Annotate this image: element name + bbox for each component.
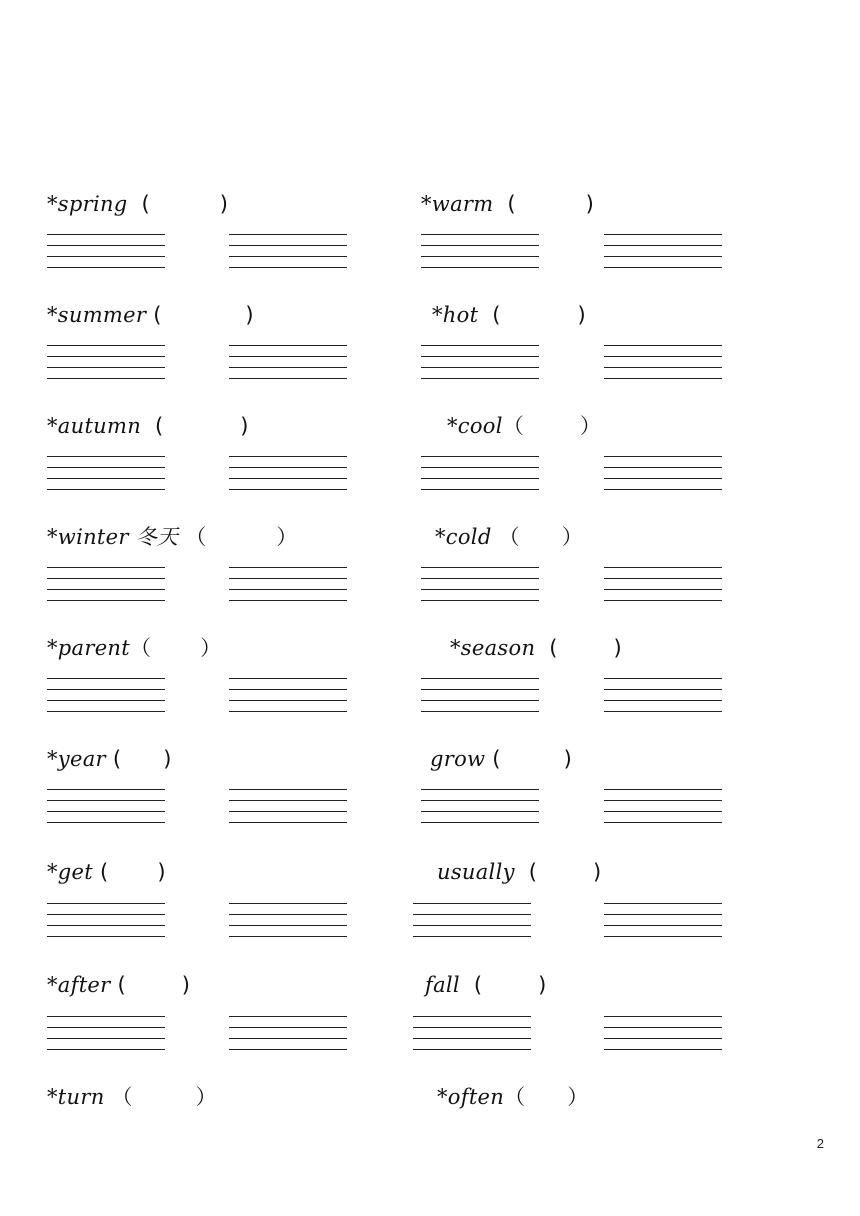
guide-line [229,1016,347,1017]
guide-line [229,811,347,812]
guide-line [604,256,722,257]
guide-line [229,367,347,368]
writing-lines [604,234,722,270]
guide-line [47,903,165,904]
guide-line [604,589,722,590]
guide-line [47,711,165,712]
word-hot: *hot ( ) [432,303,586,327]
guide-line [604,478,722,479]
guide-line [604,356,722,357]
guide-line [604,903,722,904]
guide-line [229,356,347,357]
guide-line [229,456,347,457]
guide-line [47,936,165,937]
guide-line [229,678,347,679]
guide-line [421,800,539,801]
guide-line [47,822,165,823]
guide-line [47,467,165,468]
guide-line [604,578,722,579]
word-season: *season ( ) [450,636,623,660]
guide-line [604,367,722,368]
writing-lines [47,234,165,270]
guide-line [421,378,539,379]
guide-line [604,700,722,701]
guide-line [421,567,539,568]
guide-line [604,925,722,926]
writing-lines [604,1016,722,1052]
word-autumn: *autumn ( ) [47,414,249,438]
guide-line [229,700,347,701]
guide-line [604,1027,722,1028]
guide-line [604,267,722,268]
guide-line [47,478,165,479]
writing-lines [604,456,722,492]
guide-line [421,789,539,790]
guide-line [604,567,722,568]
guide-line [229,578,347,579]
guide-line [413,1027,531,1028]
guide-line [421,367,539,368]
guide-line [47,489,165,490]
writing-lines [604,789,722,825]
guide-line [229,256,347,257]
writing-lines [229,345,347,381]
writing-lines [421,345,539,381]
guide-line [229,467,347,468]
guide-line [47,456,165,457]
guide-line [229,800,347,801]
guide-line [421,234,539,235]
writing-lines [229,456,347,492]
guide-line [413,1038,531,1039]
word-often: *often（ ） [437,1085,589,1109]
guide-line [413,914,531,915]
writing-lines [421,567,539,603]
guide-line [229,711,347,712]
guide-line [421,467,539,468]
guide-line [229,789,347,790]
guide-line [47,925,165,926]
writing-lines [47,345,165,381]
guide-line [47,1016,165,1017]
guide-line [47,700,165,701]
guide-line [47,378,165,379]
word-spring: *spring ( ) [47,192,229,216]
writing-lines [604,345,722,381]
guide-line [604,1016,722,1017]
guide-line [604,467,722,468]
guide-line [421,578,539,579]
guide-line [421,689,539,690]
word-cool: *cool（ ） [447,414,602,438]
guide-line [229,903,347,904]
word-cold: *cold （ ） [435,525,584,549]
guide-line [47,800,165,801]
guide-line [604,689,722,690]
guide-line [229,914,347,915]
writing-lines [229,1016,347,1052]
guide-line [229,925,347,926]
word-grow: grow ( ) [430,747,573,771]
guide-line [47,600,165,601]
guide-line [604,789,722,790]
guide-line [229,267,347,268]
guide-line [47,678,165,679]
guide-line [229,589,347,590]
writing-lines [47,789,165,825]
guide-line [604,711,722,712]
guide-line [47,914,165,915]
guide-line [47,356,165,357]
guide-line [421,345,539,346]
guide-line [604,1049,722,1050]
writing-lines [421,234,539,270]
guide-line [47,256,165,257]
writing-lines [47,903,165,939]
guide-line [229,478,347,479]
word-winter: *winter 冬天 （ ） [47,525,298,549]
guide-line [421,256,539,257]
guide-line [604,456,722,457]
guide-line [47,1049,165,1050]
guide-line [47,345,165,346]
guide-line [229,822,347,823]
writing-lines [47,678,165,714]
guide-line [229,345,347,346]
writing-lines [229,567,347,603]
guide-line [47,1027,165,1028]
guide-line [47,589,165,590]
guide-line [604,1038,722,1039]
writing-lines [229,789,347,825]
guide-line [47,578,165,579]
writing-lines [229,903,347,939]
writing-lines [413,1016,531,1052]
guide-line [229,600,347,601]
writing-lines [229,678,347,714]
guide-line [421,822,539,823]
word-after: *after ( ) [47,973,191,997]
guide-line [229,489,347,490]
guide-line [229,245,347,246]
guide-line [604,378,722,379]
writing-lines [421,789,539,825]
guide-line [47,1038,165,1039]
word-turn: *turn （ ） [47,1085,217,1109]
guide-line [421,478,539,479]
writing-lines [421,678,539,714]
word-fall: fall ( ) [425,973,547,997]
guide-line [604,914,722,915]
word-parent: *parent（ ） [47,636,222,660]
page-number: 2 [816,1136,824,1151]
guide-line [47,245,165,246]
guide-line [604,489,722,490]
guide-line [421,589,539,590]
guide-line [604,245,722,246]
guide-line [413,1016,531,1017]
guide-line [229,689,347,690]
writing-lines [229,234,347,270]
word-warm: *warm ( ) [421,192,595,216]
writing-lines [421,456,539,492]
guide-line [47,689,165,690]
guide-line [604,800,722,801]
guide-line [604,345,722,346]
guide-line [421,600,539,601]
writing-lines [604,567,722,603]
writing-lines [604,678,722,714]
guide-line [229,567,347,568]
guide-line [604,811,722,812]
word-get: *get ( ) [47,860,166,884]
guide-line [421,267,539,268]
guide-line [604,234,722,235]
guide-line [604,678,722,679]
guide-line [421,711,539,712]
guide-line [421,456,539,457]
guide-line [413,936,531,937]
guide-line [604,822,722,823]
guide-line [413,925,531,926]
guide-line [604,600,722,601]
guide-line [47,267,165,268]
guide-line [47,234,165,235]
guide-line [229,378,347,379]
word-usually: usually ( ) [437,860,602,884]
guide-line [229,1038,347,1039]
guide-line [604,936,722,937]
guide-line [229,1027,347,1028]
guide-line [229,1049,347,1050]
guide-line [421,678,539,679]
guide-line [47,789,165,790]
guide-line [229,234,347,235]
word-summer: *summer ( ) [47,303,254,327]
guide-line [47,367,165,368]
word-year: *year ( ) [47,747,172,771]
guide-line [47,811,165,812]
guide-line [413,1049,531,1050]
writing-lines [47,456,165,492]
writing-lines [604,903,722,939]
guide-line [421,700,539,701]
writing-lines [47,1016,165,1052]
guide-line [421,245,539,246]
writing-lines [413,903,531,939]
guide-line [413,903,531,904]
writing-lines [47,567,165,603]
guide-line [421,811,539,812]
guide-line [421,489,539,490]
guide-line [47,567,165,568]
guide-line [421,356,539,357]
guide-line [229,936,347,937]
